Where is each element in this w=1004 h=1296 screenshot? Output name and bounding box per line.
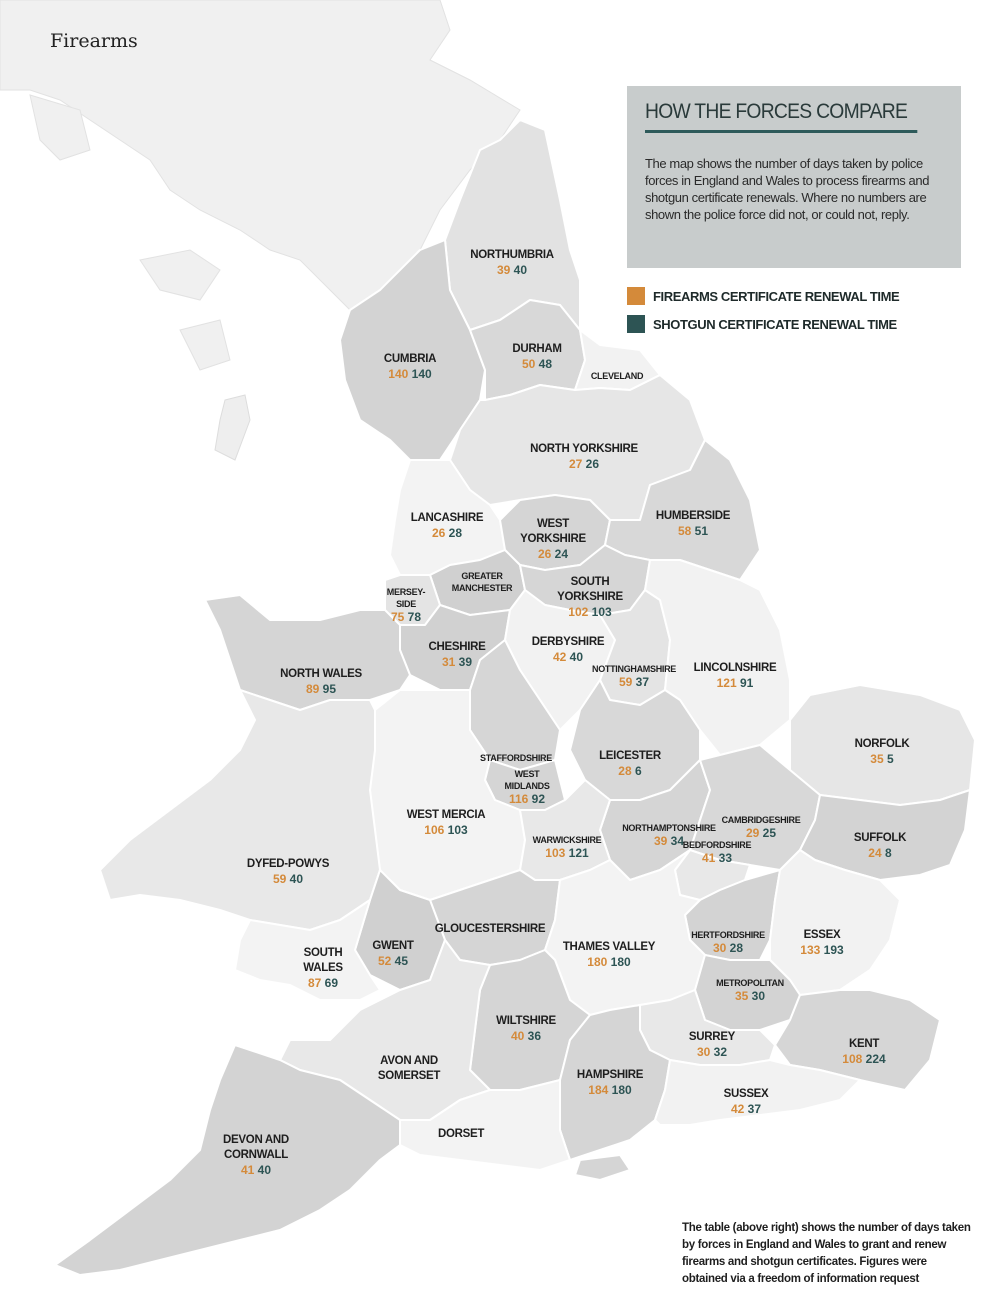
shotgun-renewal-days: 40 [569,650,584,664]
firearms-renewal-days: 28 [618,764,632,778]
region-name: METROPOLITAN [716,978,784,988]
region-values [512,357,561,372]
shotgun-renewal-days: 33 [718,851,733,865]
info-box-title: HOW THE FORCES COMPARE [645,100,917,133]
region-name: BEDFORDSHIRE [682,840,752,850]
region-name: SUSSEX [723,1088,769,1100]
region-name: NORFOLK [854,738,910,750]
region-shape-dyfed-powys [100,690,380,930]
region-label-greater-manchester [452,570,513,594]
region-name: MERSEY- SIDE [386,587,426,609]
firearms-renewal-days: 116 [508,792,529,806]
map-legend [627,287,899,343]
region-name: NOTTINGHAMSHIRE [592,664,676,674]
info-box-text: The map shows the number of days taken by police forces in England and Wales to process firearms and shotgun certificate renewals. Where no numbers are shown the police force did not, or could not, reply. [645,156,930,222]
firearms-renewal-days: 27 [568,457,583,471]
region-values [724,1102,769,1117]
region-name: NORTHUMBRIA [470,249,554,261]
region-label-suffolk [854,831,906,861]
region-values [428,655,485,670]
shotgun-renewal-days: 36 [527,1029,542,1043]
region-values [599,764,661,779]
shotgun-renewal-days: 51 [694,524,709,538]
firearms-renewal-days: 30 [712,941,727,955]
region-label-durham [512,342,561,372]
region-label-avon-and-somerset [378,1054,440,1084]
region-values [716,989,784,1004]
region-label-cambridgeshire [722,814,801,841]
region-name: LANCASHIRE [410,512,484,524]
region-values [384,367,436,382]
shotgun-renewal-days: 193 [823,943,844,957]
firearms-renewal-days: 103 [545,846,566,860]
firearms-renewal-days: 108 [842,1052,863,1066]
region-name: CHESHIRE [428,641,486,653]
firearms-renewal-days: 35 [870,752,884,766]
region-values [854,846,906,861]
firearms-renewal-days: 106 [424,823,445,837]
legend-swatch-shotgun [627,315,645,333]
region-values [557,605,623,620]
region-values [520,547,586,562]
firearms-renewal-days: 24 [868,846,882,860]
region-name: DURHAM [512,343,562,355]
firearms-renewal-days: 59 [618,675,633,689]
region-values [691,941,765,956]
firearms-renewal-days: 39 [496,263,511,277]
region-values [689,1045,735,1060]
region-label-lancashire [411,511,483,541]
region-values [247,872,329,887]
legend-label-shotgun: SHOTGUN CERTIFICATE RENEWAL TIME [653,316,897,332]
region-name: WARWICKSHIRE [532,835,602,845]
region-label-nottinghamshire [592,663,676,690]
shotgun-renewal-days: 180 [610,955,631,969]
isle-of-man [215,395,250,460]
firearms-renewal-days: 42 [730,1102,745,1116]
region-name: HUMBERSIDE [655,510,731,522]
shotgun-renewal-days: 121 [568,846,589,860]
shotgun-renewal-days: 224 [865,1052,886,1066]
region-name: SURREY [688,1031,736,1043]
shotgun-renewal-days: 40 [257,1163,272,1177]
region-name: DEVON AND CORNWALL [223,1134,289,1161]
shotgun-renewal-days: 25 [762,826,777,840]
shotgun-renewal-days: 34 [670,834,685,848]
shotgun-renewal-days: 37 [747,1102,762,1116]
footnote: The table (above right) shows the number of days taken by forces in England and Wales to grant and renew firearms and shotgun certificates. Figures were obtained via a freedom of information request [682,1222,971,1285]
region-label-cleveland [591,370,643,382]
region-label-cheshire [428,640,485,670]
region-label-warwickshire [533,834,602,861]
firearms-renewal-days: 41 [240,1163,255,1177]
region-values [530,457,638,472]
shotgun-renewal-days: 28 [448,526,463,540]
shotgun-renewal-days: 140 [411,367,432,381]
shotgun-renewal-days: 40 [513,263,528,277]
firearms-renewal-days: 41 [701,851,716,865]
firearms-renewal-days: 140 [388,367,409,381]
region-label-thames-valley [563,940,655,970]
shotgun-renewal-days: 28 [729,941,744,955]
shotgun-renewal-days: 45 [394,954,409,968]
firearms-renewal-days: 39 [653,834,668,848]
firearms-renewal-days: 180 [587,955,608,969]
region-name: WEST MERCIA [406,809,486,821]
region-label-dorset [438,1127,484,1142]
region-name: DYFED-POWYS [246,858,330,870]
shotgun-renewal-days: 26 [585,457,600,471]
region-label-devon-and-cornwall [223,1133,289,1178]
shotgun-renewal-days: 39 [458,655,473,669]
region-label-west-midlands [504,768,549,807]
region-name: WEST MIDLANDS [504,769,550,791]
region-label-gloucestershire [435,922,546,937]
shotgun-renewal-days: 37 [635,675,650,689]
region-name: DORSET [437,1128,485,1140]
firearms-renewal-days: 30 [696,1045,711,1059]
firearms-renewal-days: 26 [431,526,446,540]
region-values [842,1052,885,1067]
firearms-renewal-days: 52 [377,954,392,968]
firearms-renewal-days: 133 [800,943,821,957]
region-label-derbyshire [532,635,604,665]
region-values [694,676,777,691]
firearms-renewal-days: 42 [552,650,567,664]
region-values [223,1163,289,1178]
shotgun-renewal-days: 180 [611,1083,632,1097]
firearms-renewal-days: 184 [588,1083,609,1097]
region-values [683,851,751,866]
region-label-staffordshire [480,752,552,764]
shotgun-renewal-days: 8 [885,846,892,860]
firearms-renewal-days: 102 [568,605,589,619]
region-name: CUMBRIA [383,353,437,365]
region-label-metropolitan [716,977,784,1004]
shotgun-renewal-days: 32 [713,1045,728,1059]
legend-item-firearms [627,287,899,305]
firearms-renewal-days: 29 [745,826,760,840]
region-label-mersey-side [387,586,425,625]
section-title: Firearms [50,30,138,52]
shotgun-renewal-days: 103 [447,823,468,837]
shotgun-renewal-days: 92 [531,792,546,806]
region-name: GWENT [372,940,414,952]
region-label-wiltshire [496,1014,556,1044]
region-name: WEST YORKSHIRE [520,518,586,545]
region-label-west-yorkshire [520,517,586,562]
region-name: GREATER MANCHESTER [451,571,513,593]
shotgun-renewal-days: 6 [635,764,642,778]
region-values [855,752,910,767]
region-name: NORTHAMPTONSHIRE [622,823,716,833]
firearms-renewal-days: 31 [441,655,456,669]
shotgun-renewal-days: 5 [887,752,894,766]
region-name: THAMES VALLEY [562,941,656,953]
firearms-renewal-days: 59 [272,872,287,886]
region-name: SUFFOLK [853,832,907,844]
region-label-sussex [724,1087,769,1117]
region-label-cumbria [384,352,436,382]
region-values [504,792,549,807]
shotgun-renewal-days: 69 [324,976,339,990]
region-label-humberside [656,509,730,539]
region-name: KENT [848,1038,880,1050]
region-name: GLOUCESTERSHIRE [434,923,546,935]
legend-item-shotgun [627,315,899,333]
legend-label-firearms: FIREARMS CERTIFICATE RENEWAL TIME [653,288,900,304]
firearms-renewal-days: 75 [390,610,405,624]
shotgun-renewal-days: 30 [751,989,766,1003]
region-name: SOUTH WALES [303,947,343,974]
isle-of-wight [575,1155,630,1180]
region-name: NORTH YORKSHIRE [530,443,638,455]
region-label-dyfed-powys [247,857,329,887]
legend-swatch-firearms [627,287,645,305]
shotgun-renewal-days: 48 [538,357,553,371]
region-name: ESSEX [803,929,841,941]
firearms-renewal-days: 58 [677,524,692,538]
region-label-south-yorkshire [557,575,623,620]
region-label-south-wales [303,946,342,991]
region-values [563,955,655,970]
region-label-essex [800,928,843,958]
firearms-renewal-days: 35 [734,989,749,1003]
firearms-renewal-days: 26 [537,547,552,561]
region-values [407,823,485,838]
shotgun-renewal-days: 40 [289,872,304,886]
region-label-bedfordshire [683,839,751,866]
region-values [800,943,843,958]
shotgun-renewal-days: 103 [591,605,612,619]
region-label-leicester [599,749,661,779]
region-label-norfolk [855,737,910,767]
firearms-renewal-days: 50 [521,357,536,371]
shotgun-renewal-days: 95 [322,682,337,696]
region-label-west-mercia [407,808,485,838]
region-name: LINCOLNSHIRE [693,662,777,674]
firearms-renewal-days: 87 [307,976,322,990]
region-label-hampshire [577,1068,643,1098]
region-label-surrey [689,1030,735,1060]
region-label-kent [842,1037,885,1067]
region-values [280,682,362,697]
region-name: SOUTH YORKSHIRE [557,576,623,603]
region-values [533,846,602,861]
firearms-renewal-days: 40 [510,1029,525,1043]
region-label-northumbria [470,248,554,278]
region-values [470,263,554,278]
region-label-north-yorkshire [530,442,638,472]
region-name: AVON AND SOMERSET [377,1055,441,1082]
shotgun-renewal-days: 24 [554,547,569,561]
region-label-north-wales [280,667,362,697]
region-values [303,976,342,991]
region-name: WILTSHIRE [496,1015,556,1027]
region-name: NORTH WALES [280,668,362,680]
region-label-hertfordshire [691,929,765,956]
region-name: CAMBRIDGESHIRE [721,815,801,825]
region-label-lincolnshire [694,661,777,691]
shotgun-renewal-days: 78 [407,610,422,624]
firearms-renewal-days: 89 [305,682,320,696]
region-values [577,1083,643,1098]
region-values [372,954,413,969]
region-values [496,1029,556,1044]
region-values [656,524,730,539]
region-name: STAFFORDSHIRE [480,753,552,763]
region-name: CLEVELAND [590,371,644,381]
info-box [627,86,961,268]
region-name: DERBYSHIRE [531,636,605,648]
region-values [387,610,425,625]
shotgun-renewal-days: 91 [740,676,754,690]
region-values [592,675,676,690]
region-values [411,526,483,541]
firearms-renewal-days: 121 [716,676,737,690]
region-label-gwent [372,939,413,969]
region-name: HERTFORDSHIRE [691,930,765,940]
region-name: HAMPSHIRE [576,1069,644,1081]
region-name: LEICESTER [599,750,661,762]
